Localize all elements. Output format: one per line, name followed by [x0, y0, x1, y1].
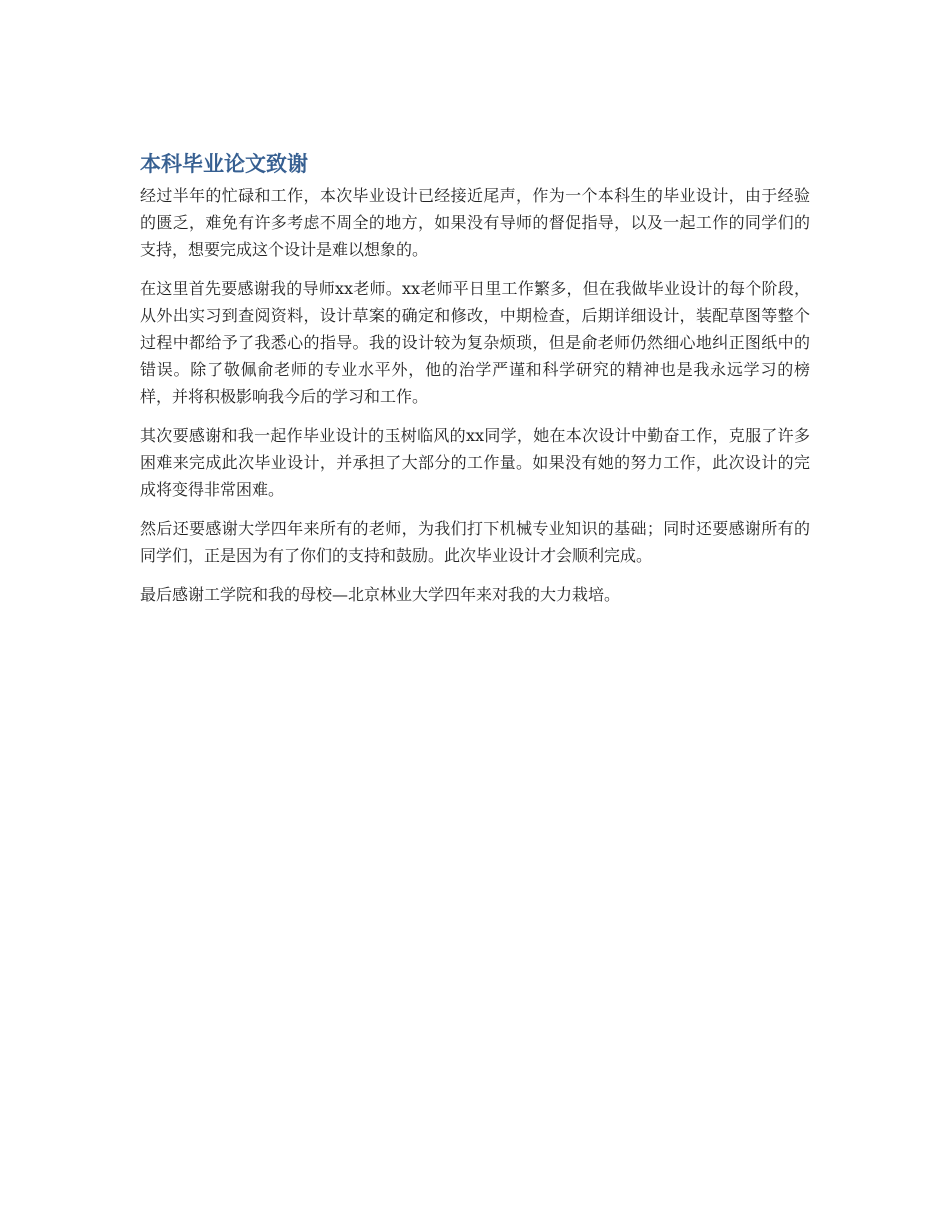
paragraph-advisor-thanks: 在这里首先要感谢我的导师xx老师。xx老师平日里工作繁多，但在我做毕业设计的每个阶段，从外出实习到查阅资料，设计草案的确定和修改，中期检查，后期详细设计，装配草图等整个过程中都给予了我悉心的指导。我的设计较为复杂烦琐，但是俞老师仍然细心地纠正图纸中的错误。除了敬佩俞老师的专业水平外，他的治学严谨和科学研究的精神也是我永远学习的榜样，并将积极影响我今后的学习和工作。: [140, 279, 810, 406]
paragraph-classmate-thanks: 其次要感谢和我一起作毕业设计的玉树临风的xx同学，她在本次设计中勤奋工作，克服了许多困难来完成此次毕业设计，并承担了大部分的工作量。如果没有她的努力工作，此次设计的完成将变得非常困难。: [140, 426, 810, 499]
document-title: 本科毕业论文致谢: [140, 152, 308, 176]
paragraph-school-thanks: 最后感谢工学院和我的母校—北京林业大学四年来对我的大力栽培。: [140, 585, 621, 604]
paragraph-intro: 经过半年的忙碌和工作，本次毕业设计已经接近尾声，作为一个本科生的毕业设计，由于经验的匮乏，难免有许多考虑不周全的地方，如果没有导师的督促指导，以及一起工作的同学们的支持，想要完成这个设计是难以想象的。: [140, 186, 810, 259]
paragraph-teachers-thanks: 然后还要感谢大学四年来所有的老师，为我们打下机械专业知识的基础；同时还要感谢所有的同学们，正是因为有了你们的支持和鼓励。此次毕业设计才会顺利完成。: [140, 519, 810, 565]
document-body: [140, 148, 810, 620]
